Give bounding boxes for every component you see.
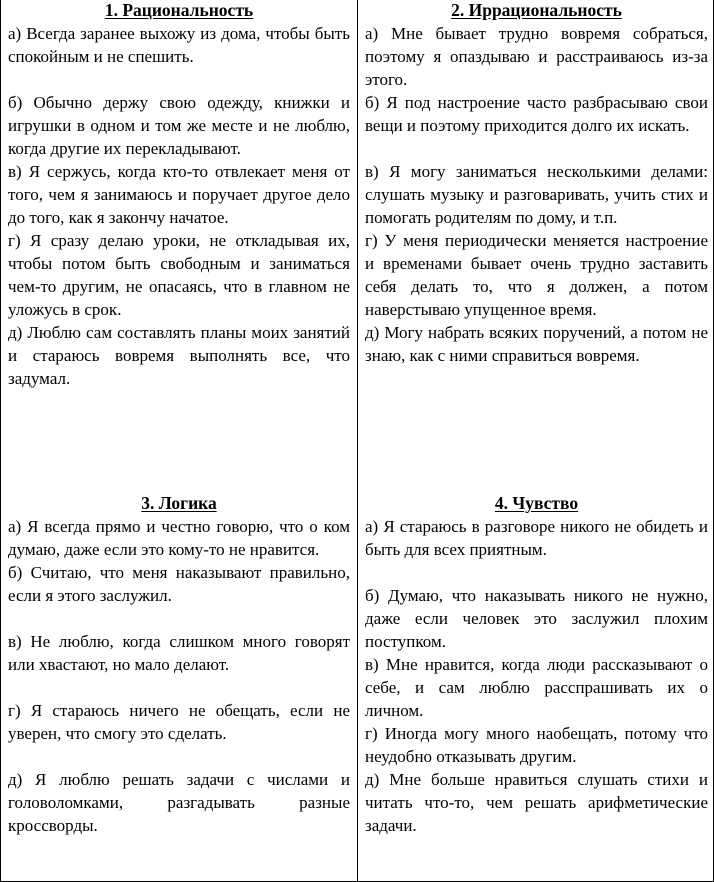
statement-item: в) Я сержусь, когда кто-то отвлекает меня от того, чем я занимаюсь и поручает другое дело до того, как я закончу начатое. (8, 162, 350, 227)
statement-item: б) Я под настроение часто разбрасываю свои вещи и поэтому приходится долго их искать. (365, 93, 708, 135)
statement-item: г) Иногда могу много наобещать, потому что неудобно отказывать другим. (365, 724, 708, 766)
statement-item: г) Я сразу делаю уроки, не откладывая их, чтобы потом быть свободным и заниматься чем-то другим, не опасаясь, что в главном не уложусь в срок. (8, 231, 350, 319)
statement-item: д) Люблю сам составлять планы моих занятий и стараюсь вовремя выполнять все, что задумал. (8, 323, 350, 388)
table-cell-feeling (358, 490, 714, 882)
statement-item: д) Я люблю решать задачи с числами и головоломками, разгадывать разные кроссворды. (8, 770, 350, 835)
table-cell-logic (1, 490, 358, 882)
statement-item: г) У меня периодически меняется настроение и временами бывает очень трудно заставить себя делать то, что я должен, а потом наверстываю упущенное время. (365, 231, 708, 319)
statement-item: д) Мне больше нравиться слушать стихи и читать что-то, чем решать арифметические задачи. (365, 770, 708, 835)
statement-item: б) Обычно держу свою одежду, книжки и игрушки в одном и том же месте и не люблю, когда другие их перекладывают. (8, 93, 350, 158)
table-cell-rationality (1, 0, 358, 490)
statement-item: г) Я стараюсь ничего не обещать, если не уверен, что смогу это сделать. (8, 701, 350, 743)
statement-item: в) Не люблю, когда слишком много говорят или хвастают, но мало делают. (8, 632, 350, 674)
statement-item: в) Я могу заниматься несколькими делами: слушать музыку и разговаривать, учить стих и помогать родителям по дому, и т.п. (365, 162, 708, 227)
statement-item: а) Мне бывает трудно вовремя собраться, поэтому я опаздываю и расстраиваюсь из-за этого. (365, 24, 708, 89)
section-title-rationality: 1. Рациональность (104, 0, 254, 20)
statement-item: б) Думаю, что наказывать никого не нужно, даже если человек это заслужил плохим поступком. (365, 586, 708, 651)
section-title-irrationality: 2. Иррациональность (451, 0, 622, 20)
table-cell-irrationality (358, 0, 714, 490)
section-title-feeling: 4. Чувство (494, 493, 579, 513)
statement-item: а) Всегда заранее выхожу из дома, чтобы быть спокойным и не спешить. (8, 24, 350, 66)
statement-item: д) Могу набрать всяких поручений, а потом не знаю, как с ними справиться вовремя. (365, 323, 708, 365)
section-title-logic: 3. Логика (141, 493, 217, 513)
statement-item: б) Считаю, что меня наказывают правильно, если я этого заслужил. (8, 563, 350, 605)
statement-item: а) Я всегда прямо и честно говорю, что о ком думаю, даже если это кому-то не нравится. (8, 517, 350, 559)
statement-item: а) Я стараюсь в разговоре никого не обидеть и быть для всех приятным. (365, 517, 708, 559)
statement-item: в) Мне нравится, когда люди рассказывают о себе, и сам люблю расспрашивать их о личном. (365, 655, 708, 720)
